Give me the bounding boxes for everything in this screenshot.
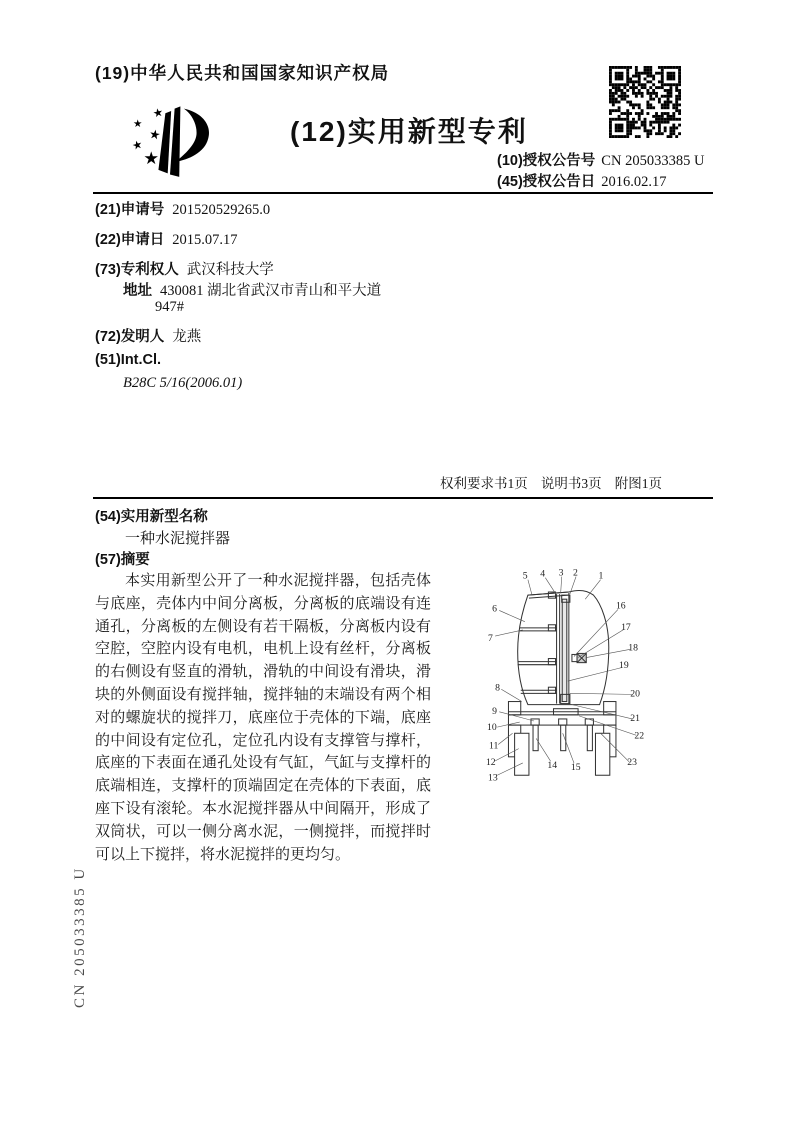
header-divider [93, 192, 713, 194]
publication-date-label: (45)授权公告日 [497, 174, 596, 190]
figure-label: 23 [627, 757, 637, 769]
figure-label: 9 [492, 705, 497, 717]
abstract-section-label: (57)摘要 [95, 552, 150, 568]
patentee-label: (73)专利权人 [95, 262, 179, 278]
figure-label: 14 [547, 760, 558, 772]
figure-label: 6 [492, 603, 497, 615]
application-date-label: (22)申请日 [95, 232, 165, 248]
ipc-code-row [123, 375, 242, 392]
pages-note [440, 472, 662, 492]
inventor-label: (72)发明人 [95, 329, 165, 345]
inventor-row [95, 325, 201, 346]
figure-label: 12 [485, 757, 496, 769]
patentee-row [95, 258, 274, 279]
svg-text:★: ★ [151, 106, 165, 121]
figure-label: 22 [634, 730, 645, 742]
figure-label: 18 [628, 642, 638, 654]
claims-pages: 权利要求书1页 [440, 476, 528, 491]
application-number-row [95, 198, 270, 219]
int-cl-row [95, 352, 161, 369]
description-pages: 说明书3页 [540, 476, 602, 491]
drawings-pages: 附图1页 [614, 476, 662, 491]
application-number-label: (21)申请号 [95, 202, 165, 218]
int-cl-label: (51)Int.Cl. [95, 352, 162, 368]
patentee-value: 武汉科技大学 [186, 262, 274, 278]
figure-label: 16 [615, 600, 626, 612]
document-type-title: (12)实用新型专利 [290, 116, 528, 147]
figure-label: 19 [619, 659, 629, 671]
figure-label: 4 [540, 568, 546, 580]
figure-label: 21 [630, 712, 640, 724]
patent-drawing [447, 548, 703, 813]
invention-title: 一种水泥搅拌器 [125, 531, 231, 547]
figure-label: 10 [486, 722, 497, 734]
figure-label: 1 [598, 570, 604, 582]
publication-number-label: (10)授权公告号 [497, 153, 596, 169]
address-row [123, 279, 381, 300]
address-row-2 [155, 299, 184, 316]
address-value: 430081 湖北省武汉市青山和平大道 [160, 283, 382, 299]
issuing-office: (19)中华人民共和国国家知识产权局 [95, 63, 390, 83]
figure-label: 5 [522, 570, 528, 582]
application-date-value: 2015.07.17 [172, 232, 238, 248]
side-publication-code: CN 205033385 U [72, 866, 88, 1008]
publication-number-value: CN 205033385 U [601, 153, 705, 169]
address-label: 地址 [123, 283, 152, 299]
abstract-text: 本实用新型公开了一种水泥搅拌器，包括壳体与底座，壳体内中间分离板，分离板的底端设有连通孔，分离板的左侧设有若干隔板，分离板内设有空腔，空腔内设有电机，电机上设有丝杆，分离板的右侧设有竖直的滑轨，滑轨的中间设有滑块，滑块的外侧面设有搅拌轴，搅拌轴的末端设有两个相对的螺旋状的搅拌刀，底座位于壳体的下端，底座的中间设有定位孔，定位孔内设有支撑管与撑杆，底座的下表面在通孔处设有气缸，气缸与支撑杆的底端相连，支撑杆的顶端固定在壳体的下表面，底座下设有滚轮。本水泥搅拌器从中间隔开，形成了双筒状，可以一侧分离水泥，一侧搅拌，而搅拌时可以上下搅拌，将水泥搅拌的更均匀。 [95, 573, 431, 863]
section-divider [93, 497, 713, 499]
figure-label: 20 [630, 688, 640, 700]
qr-code [609, 66, 681, 138]
publication-number-row [497, 149, 704, 170]
figure-label: 2 [572, 567, 578, 579]
svg-text:★: ★ [143, 149, 159, 169]
figure-label: 11 [489, 740, 499, 752]
address-value-line2: 947# [155, 299, 184, 315]
application-number-value: 201520529265.0 [172, 202, 271, 218]
ipc-code-value: B28C 5/16(2006.01) [123, 375, 243, 391]
svg-text:★: ★ [133, 119, 143, 131]
svg-text:★: ★ [147, 126, 162, 143]
application-date-row [95, 228, 238, 249]
figure-label: 15 [570, 762, 581, 774]
title-section-label: (54)实用新型名称 [95, 509, 208, 525]
cnipa-logo-icon [118, 100, 222, 187]
figure-label: 8 [495, 682, 501, 694]
publication-date-value: 2016.02.17 [601, 174, 667, 190]
figure-label: 3 [558, 567, 564, 579]
publication-date-row [497, 170, 667, 191]
svg-text:★: ★ [130, 138, 145, 154]
figure-label: 7 [487, 633, 493, 645]
inventor-value: 龙燕 [172, 329, 202, 345]
figure-label: 17 [621, 621, 631, 633]
figure-label: 13 [487, 772, 498, 784]
